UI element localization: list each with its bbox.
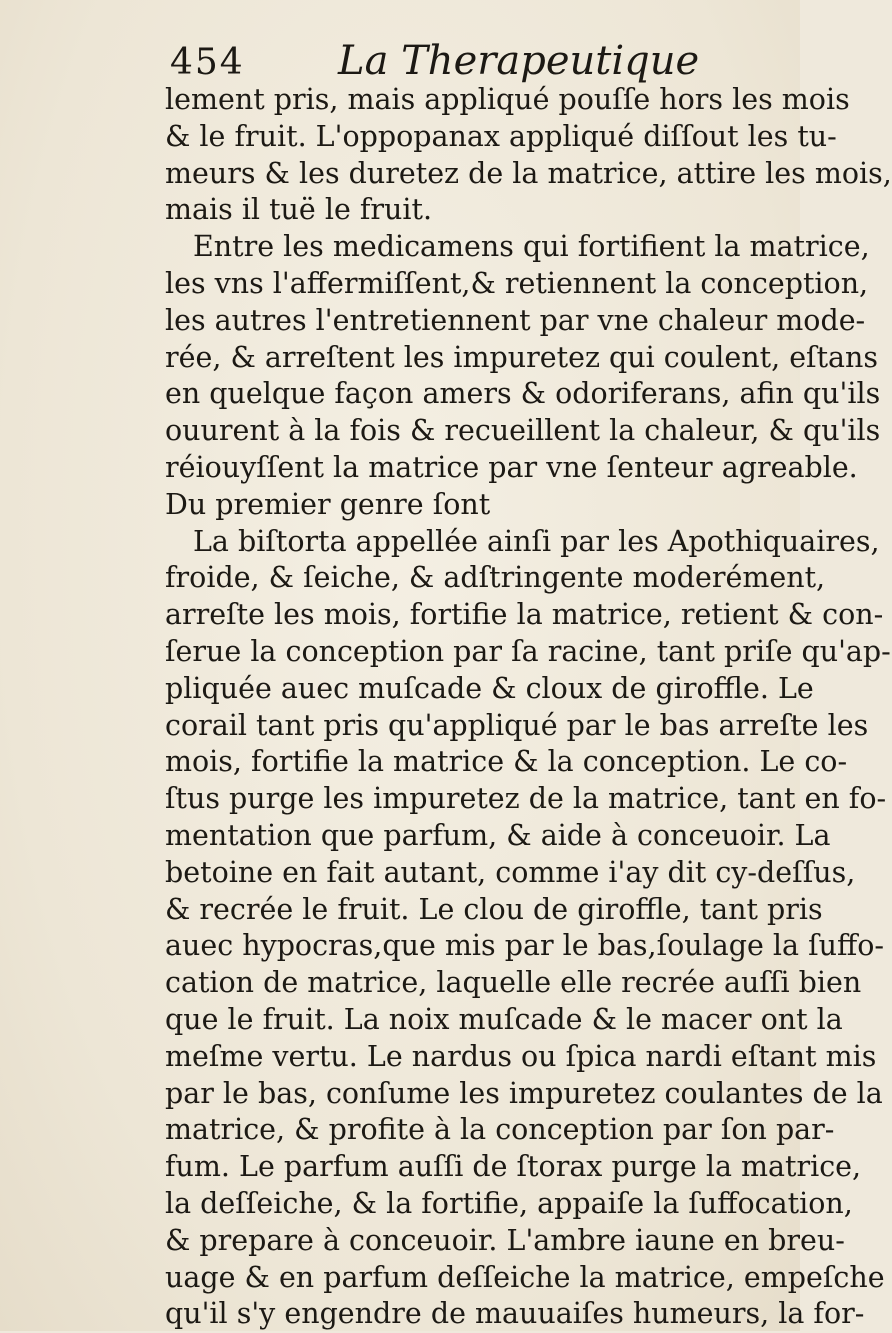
page-number: 454	[170, 42, 245, 83]
text-line: ſtus purge les impuretez de la matrice, tant en fo-	[165, 782, 887, 816]
text-line: qu'il s'y engendre de mauuaiſes humeurs, la for-	[165, 1297, 865, 1331]
text-line: mois, fortifie la matrice & la conception. Le co-	[165, 745, 848, 779]
text-line: cation de matrice, laquelle elle recrée auſſi bien	[165, 966, 862, 1000]
text-line: corail tant pris qu'appliqué par le bas arreſte les	[165, 708, 869, 742]
text-line: rée, & arreſtent les impuretez qui coulent, eſtans	[165, 340, 879, 374]
text-line: fum. Le parfum auſſi de ſtorax purge la matrice,	[165, 1150, 862, 1184]
text-line: la deſſeiche, & la fortifie, appaiſe la ſuffocation,	[165, 1186, 853, 1220]
text-line: betoine en fait autant, comme i'ay dit cy-deſſus,	[165, 855, 856, 889]
text-line: pliquée auec muſcade & cloux de giroffle. Le	[165, 671, 814, 705]
text-line: & recrée le fruit. Le clou de giroffle, tant pris	[165, 892, 823, 926]
text-line: ſerue la conception par ſa racine, tant priſe qu'ap-	[165, 634, 891, 668]
text-line: mentation que parfum, & aide à conceuoir. La	[165, 818, 831, 852]
text-line: les vns l'affermiſſent,& retiennent la conception,	[165, 266, 869, 300]
text-line: & prepare à conceuoir. L'ambre iaune en breu-	[165, 1223, 845, 1257]
text-line: matrice, & profite à la conception par ſon par-	[165, 1113, 835, 1147]
text-line: meſme vertu. Le nardus ou ſpica nardi eſtant mis	[165, 1039, 877, 1073]
text-line: réiouyſſent la matrice par vne ſenteur agreable.	[165, 450, 858, 484]
body-text	[165, 82, 892, 1333]
text-line: lement pris, mais appliqué pouſſe hors les mois	[165, 83, 850, 116]
text-line: ouurent à la fois & recueillent la chaleur, & qu'ils	[165, 414, 881, 448]
text-line: auec hypocras,que mis par le bas,ſoulage la ſuffo-	[165, 929, 885, 963]
text-line: par le bas, conſume les impuretez coulantes de la	[165, 1076, 883, 1110]
text-line: mais il tuë le fruit.	[165, 193, 433, 227]
text-line: froide, & ſeiche, & adſtringente moderément,	[165, 561, 826, 595]
text-line: les autres l'entretiennent par vne chaleur mode-	[165, 303, 866, 337]
text-line: Du premier genre ſont	[165, 487, 491, 521]
text-line: que le fruit. La noix muſcade & le macer ont la	[165, 1002, 843, 1036]
text-line: arreſte les mois, fortifie la matrice, retient & con-	[165, 598, 884, 632]
running-title: La Therapeutique	[338, 38, 700, 84]
text-line: & le fruit. L'oppopanax appliqué diſſout les tu-	[165, 119, 837, 153]
text-line: Entre les medicamens qui fortifient la matrice,	[193, 230, 870, 264]
text-line: La biſtorta appellée ainſi par les Apothiquaires,	[193, 524, 880, 558]
text-line: uage & en parfum deſſeiche la matrice, empeſche	[165, 1260, 885, 1294]
text-line: meurs & les duretez de la matrice, attire les mois,	[165, 156, 892, 190]
text-line: en quelque façon amers & odoriferans, afin qu'ils	[165, 377, 881, 411]
